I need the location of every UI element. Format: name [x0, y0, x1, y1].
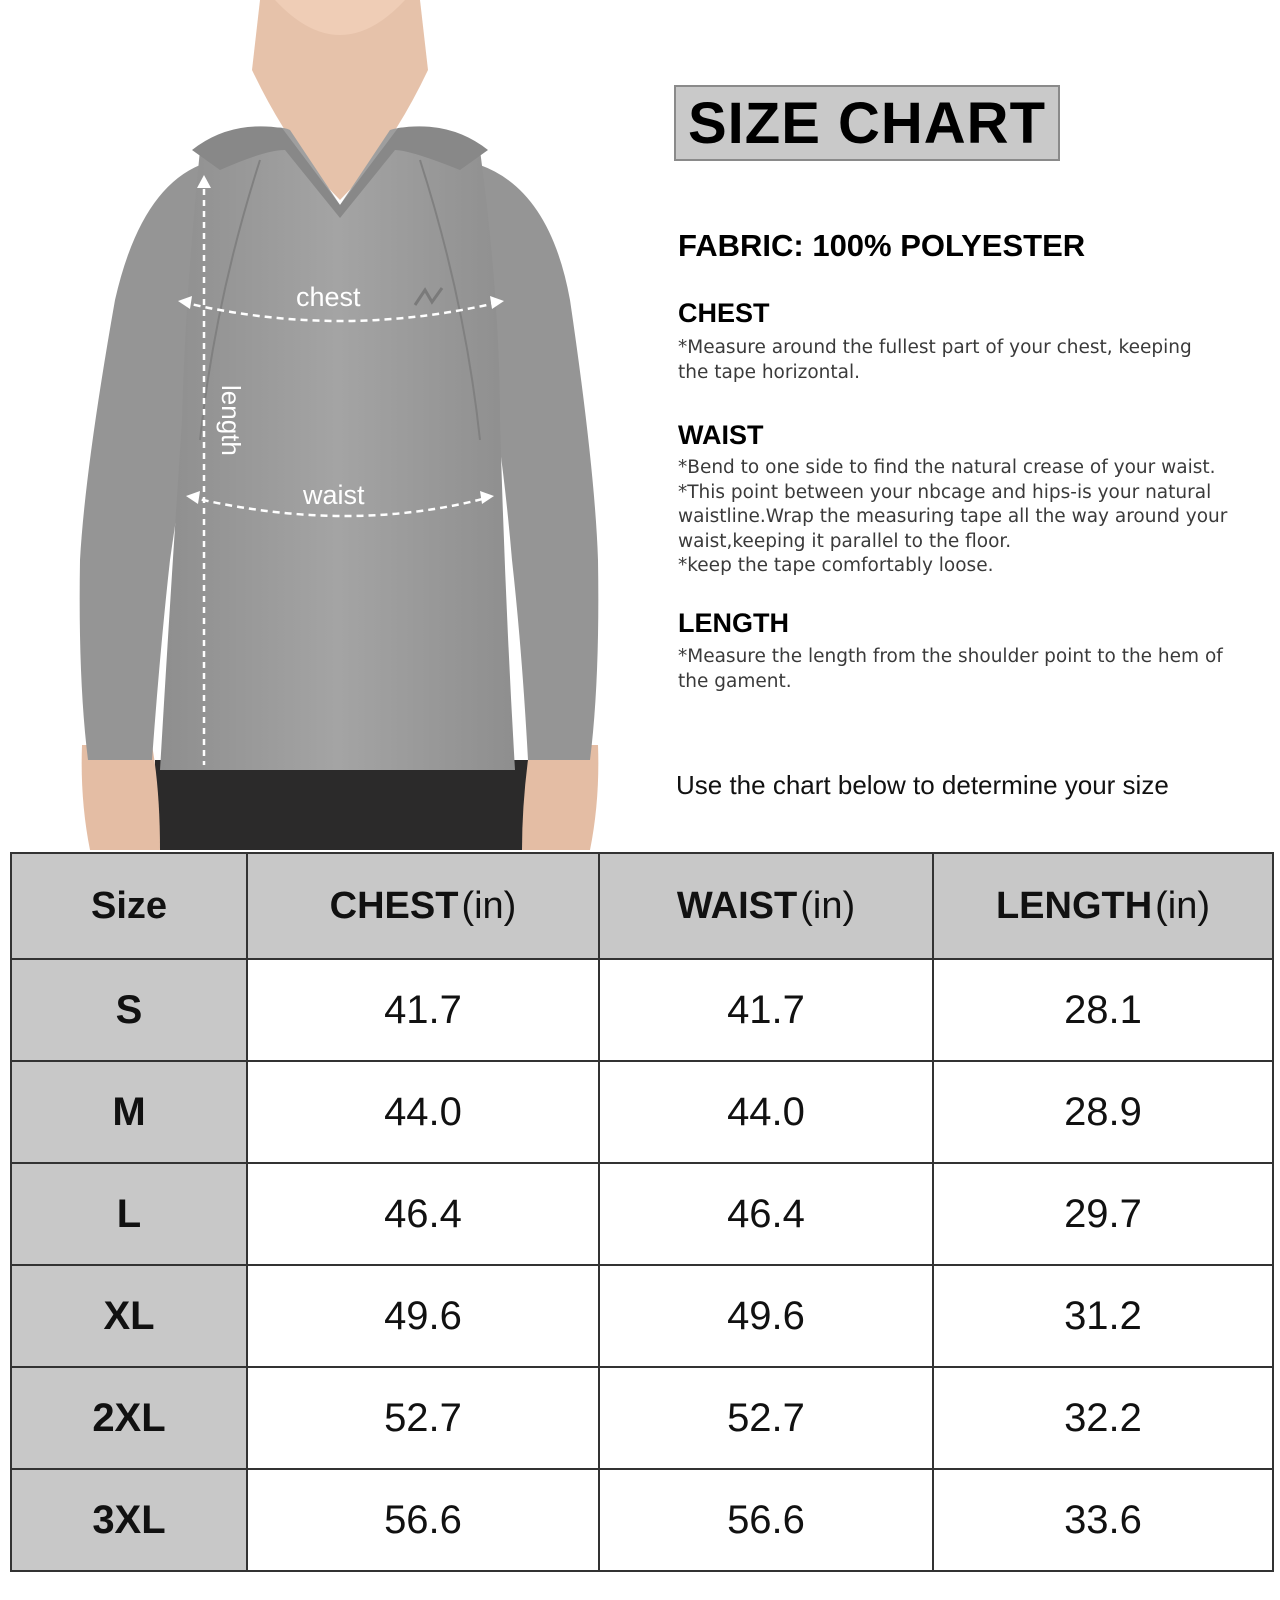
length-instructions: *Measure the length from the shoulder point to the hem of the gament. [678, 646, 1223, 692]
waist-cell: 52.7 [599, 1367, 933, 1469]
waist-instructions: *Bend to one side to find the natural crease of your waist. *This point between your nbcage and hips-is your natural waistline.Wrap the measuring tape all the way around your waist,keeping it parallel to the floor. *keep the tape comfortably loose. [678, 457, 1228, 576]
size-cell: S [11, 959, 247, 1061]
chest-label: chest [296, 282, 361, 312]
shirt-body [160, 128, 515, 771]
chest-cell: 49.6 [247, 1265, 599, 1367]
waist-cell: 46.4 [599, 1163, 933, 1265]
waist-cell: 49.6 [599, 1265, 933, 1367]
header-waist: WAIST(in) [599, 853, 933, 959]
chest-heading: CHEST [678, 298, 770, 328]
table-row [11, 959, 1273, 1061]
waist-label: waist [303, 480, 365, 510]
chest-cell: 41.7 [247, 959, 599, 1061]
model-illustration [60, 0, 620, 850]
chest-cell: 44.0 [247, 1061, 599, 1163]
size-cell: M [11, 1061, 247, 1163]
fabric-info: FABRIC: 100% POLYESTER [678, 228, 1086, 263]
chest-instructions: *Measure around the fullest part of your chest, keeping the tape horizontal. [678, 337, 1192, 383]
table-row [11, 1061, 1273, 1163]
size-cell: XL [11, 1265, 247, 1367]
chest-cell: 52.7 [247, 1367, 599, 1469]
size-table [10, 852, 1274, 1572]
length-cell: 32.2 [933, 1367, 1273, 1469]
chest-cell: 56.6 [247, 1469, 599, 1571]
size-cell: 3XL [11, 1469, 247, 1571]
waist-cell: 56.6 [599, 1469, 933, 1571]
size-chart-title: SIZE CHART [674, 85, 1060, 161]
length-label: length [216, 385, 246, 456]
table-row [11, 1367, 1273, 1469]
header-size: Size [11, 853, 247, 959]
right-hand [522, 745, 598, 850]
table-row [11, 1265, 1273, 1367]
length-cell: 28.1 [933, 959, 1273, 1061]
chest-cell: 46.4 [247, 1163, 599, 1265]
waist-cell: 41.7 [599, 959, 933, 1061]
waist-heading: WAIST [678, 420, 764, 450]
length-cell: 29.7 [933, 1163, 1273, 1265]
table-row [11, 1469, 1273, 1571]
size-cell: L [11, 1163, 247, 1265]
table-header-row [11, 853, 1273, 959]
header-chest: CHEST(in) [247, 853, 599, 959]
chart-intro: Use the chart below to determine your size [676, 770, 1169, 800]
shorts [155, 760, 575, 850]
length-cell: 28.9 [933, 1061, 1273, 1163]
length-cell: 33.6 [933, 1469, 1273, 1571]
size-cell: 2XL [11, 1367, 247, 1469]
header-length: LENGTH(in) [933, 853, 1273, 959]
length-cell: 31.2 [933, 1265, 1273, 1367]
waist-cell: 44.0 [599, 1061, 933, 1163]
left-hand [82, 745, 160, 850]
table-row [11, 1163, 1273, 1265]
length-heading: LENGTH [678, 608, 789, 638]
